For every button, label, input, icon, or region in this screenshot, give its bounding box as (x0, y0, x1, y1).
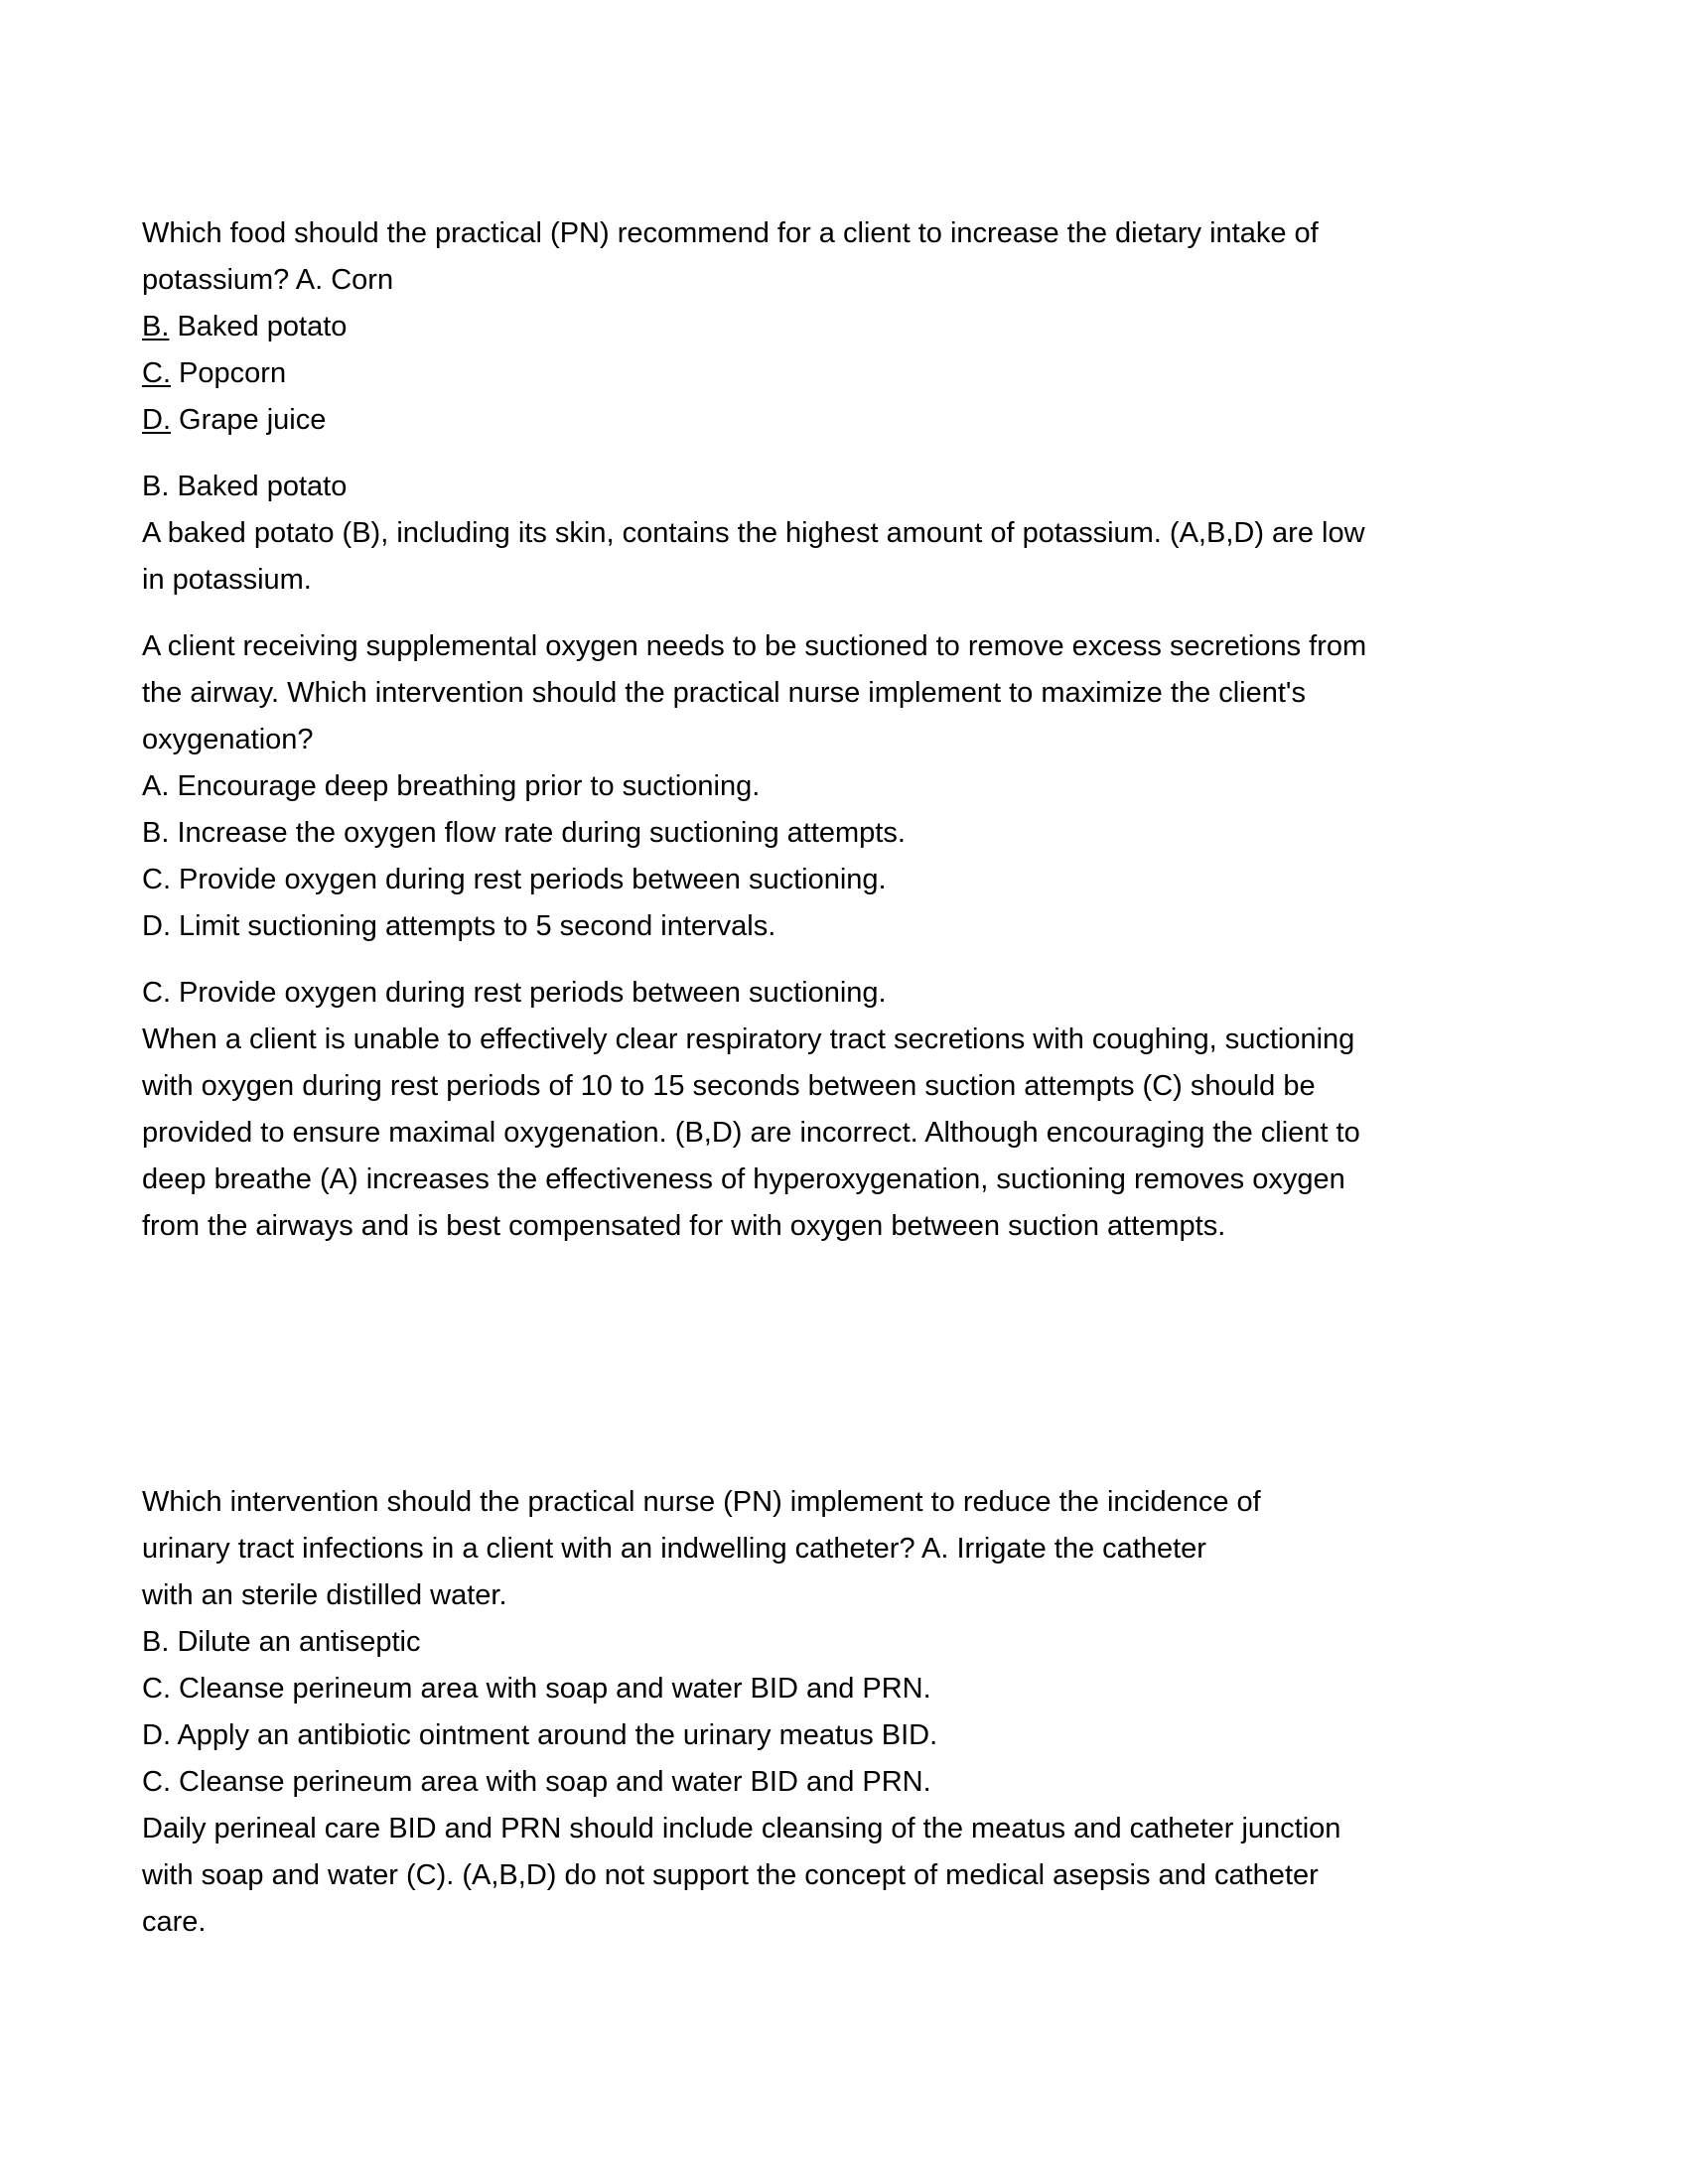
underlined-option-letter: B. (142, 311, 170, 342)
text-line: Daily perineal care BID and PRN should include cleansing of the meatus and catheter junction (142, 1813, 1341, 1844)
text-line: care. (142, 1906, 207, 1938)
answer-2 (142, 970, 1638, 1250)
text-line: Which intervention should the practical nurse (PN) implement to reduce the incidence of (142, 1486, 1261, 1518)
text-line: A client receiving supplemental oxygen needs to be suctioned to remove excess secretions from (142, 630, 1367, 662)
text-line: C. Provide oxygen during rest periods between suctioning. (142, 977, 887, 1009)
text-line: with an sterile distilled water. (142, 1579, 507, 1611)
text-line: from the airways and is best compensated for with oxygen between suction attempts. (142, 1210, 1226, 1242)
text-line: D. Grape juice (142, 404, 327, 436)
text-line: B. Baked potato (142, 311, 348, 342)
text-line: B. Dilute an antiseptic (142, 1626, 421, 1658)
text-line: C. Cleanse perineum area with soap and water BID and PRN. (142, 1673, 931, 1705)
text-line: C. Popcorn (142, 357, 287, 389)
text-line: potassium? A. Corn (142, 264, 394, 296)
text-line: oxygenation? (142, 724, 314, 755)
question-2 (142, 623, 1638, 950)
text-line: A baked potato (B), including its skin, contains the highest amount of potassium. (A,B,D) are low (142, 517, 1365, 549)
text-line: with soap and water (C). (A,B,D) do not support the concept of medical asepsis and catheter (142, 1859, 1319, 1891)
text-line: provided to ensure maximal oxygenation. (B,D) are incorrect. Although encouraging the client to (142, 1117, 1360, 1149)
text-line: urinary tract infections in a client with an indwelling catheter? A. Irrigate the catheter (142, 1533, 1206, 1565)
text-line: the airway. Which intervention should the practical nurse implement to maximize the client's (142, 677, 1306, 709)
underlined-option-letter: C. (142, 357, 171, 389)
text-line: deep breathe (A) increases the effectiveness of hyperoxygenation, suctioning removes oxygen (142, 1163, 1345, 1195)
text-line: C. Cleanse perineum area with soap and water BID and PRN. (142, 1766, 931, 1798)
text-line: with oxygen during rest periods of 10 to 15 seconds between suction attempts (C) should be (142, 1070, 1316, 1102)
text-line: B. Baked potato (142, 471, 348, 502)
text-line: D. Apply an antibiotic ointment around the urinary meatus BID. (142, 1719, 938, 1751)
question-1 (142, 210, 1638, 444)
text-line: When a client is unable to effectively clear respiratory tract secretions with coughing, suctioning (142, 1024, 1355, 1055)
question-3-with-answer (142, 1479, 1638, 1946)
text-line: C. Provide oxygen during rest periods between suctioning. (142, 864, 887, 895)
underlined-option-letter: D. (142, 404, 171, 436)
answer-1 (142, 464, 1638, 604)
text-line: Which food should the practical (PN) recommend for a client to increase the dietary intake of (142, 217, 1319, 249)
text-line: D. Limit suctioning attempts to 5 second intervals. (142, 910, 776, 942)
text-line: in potassium. (142, 564, 312, 596)
text-line: A. Encourage deep breathing prior to suctioning. (142, 770, 761, 802)
text-line: B. Increase the oxygen flow rate during suctioning attempts. (142, 817, 906, 849)
